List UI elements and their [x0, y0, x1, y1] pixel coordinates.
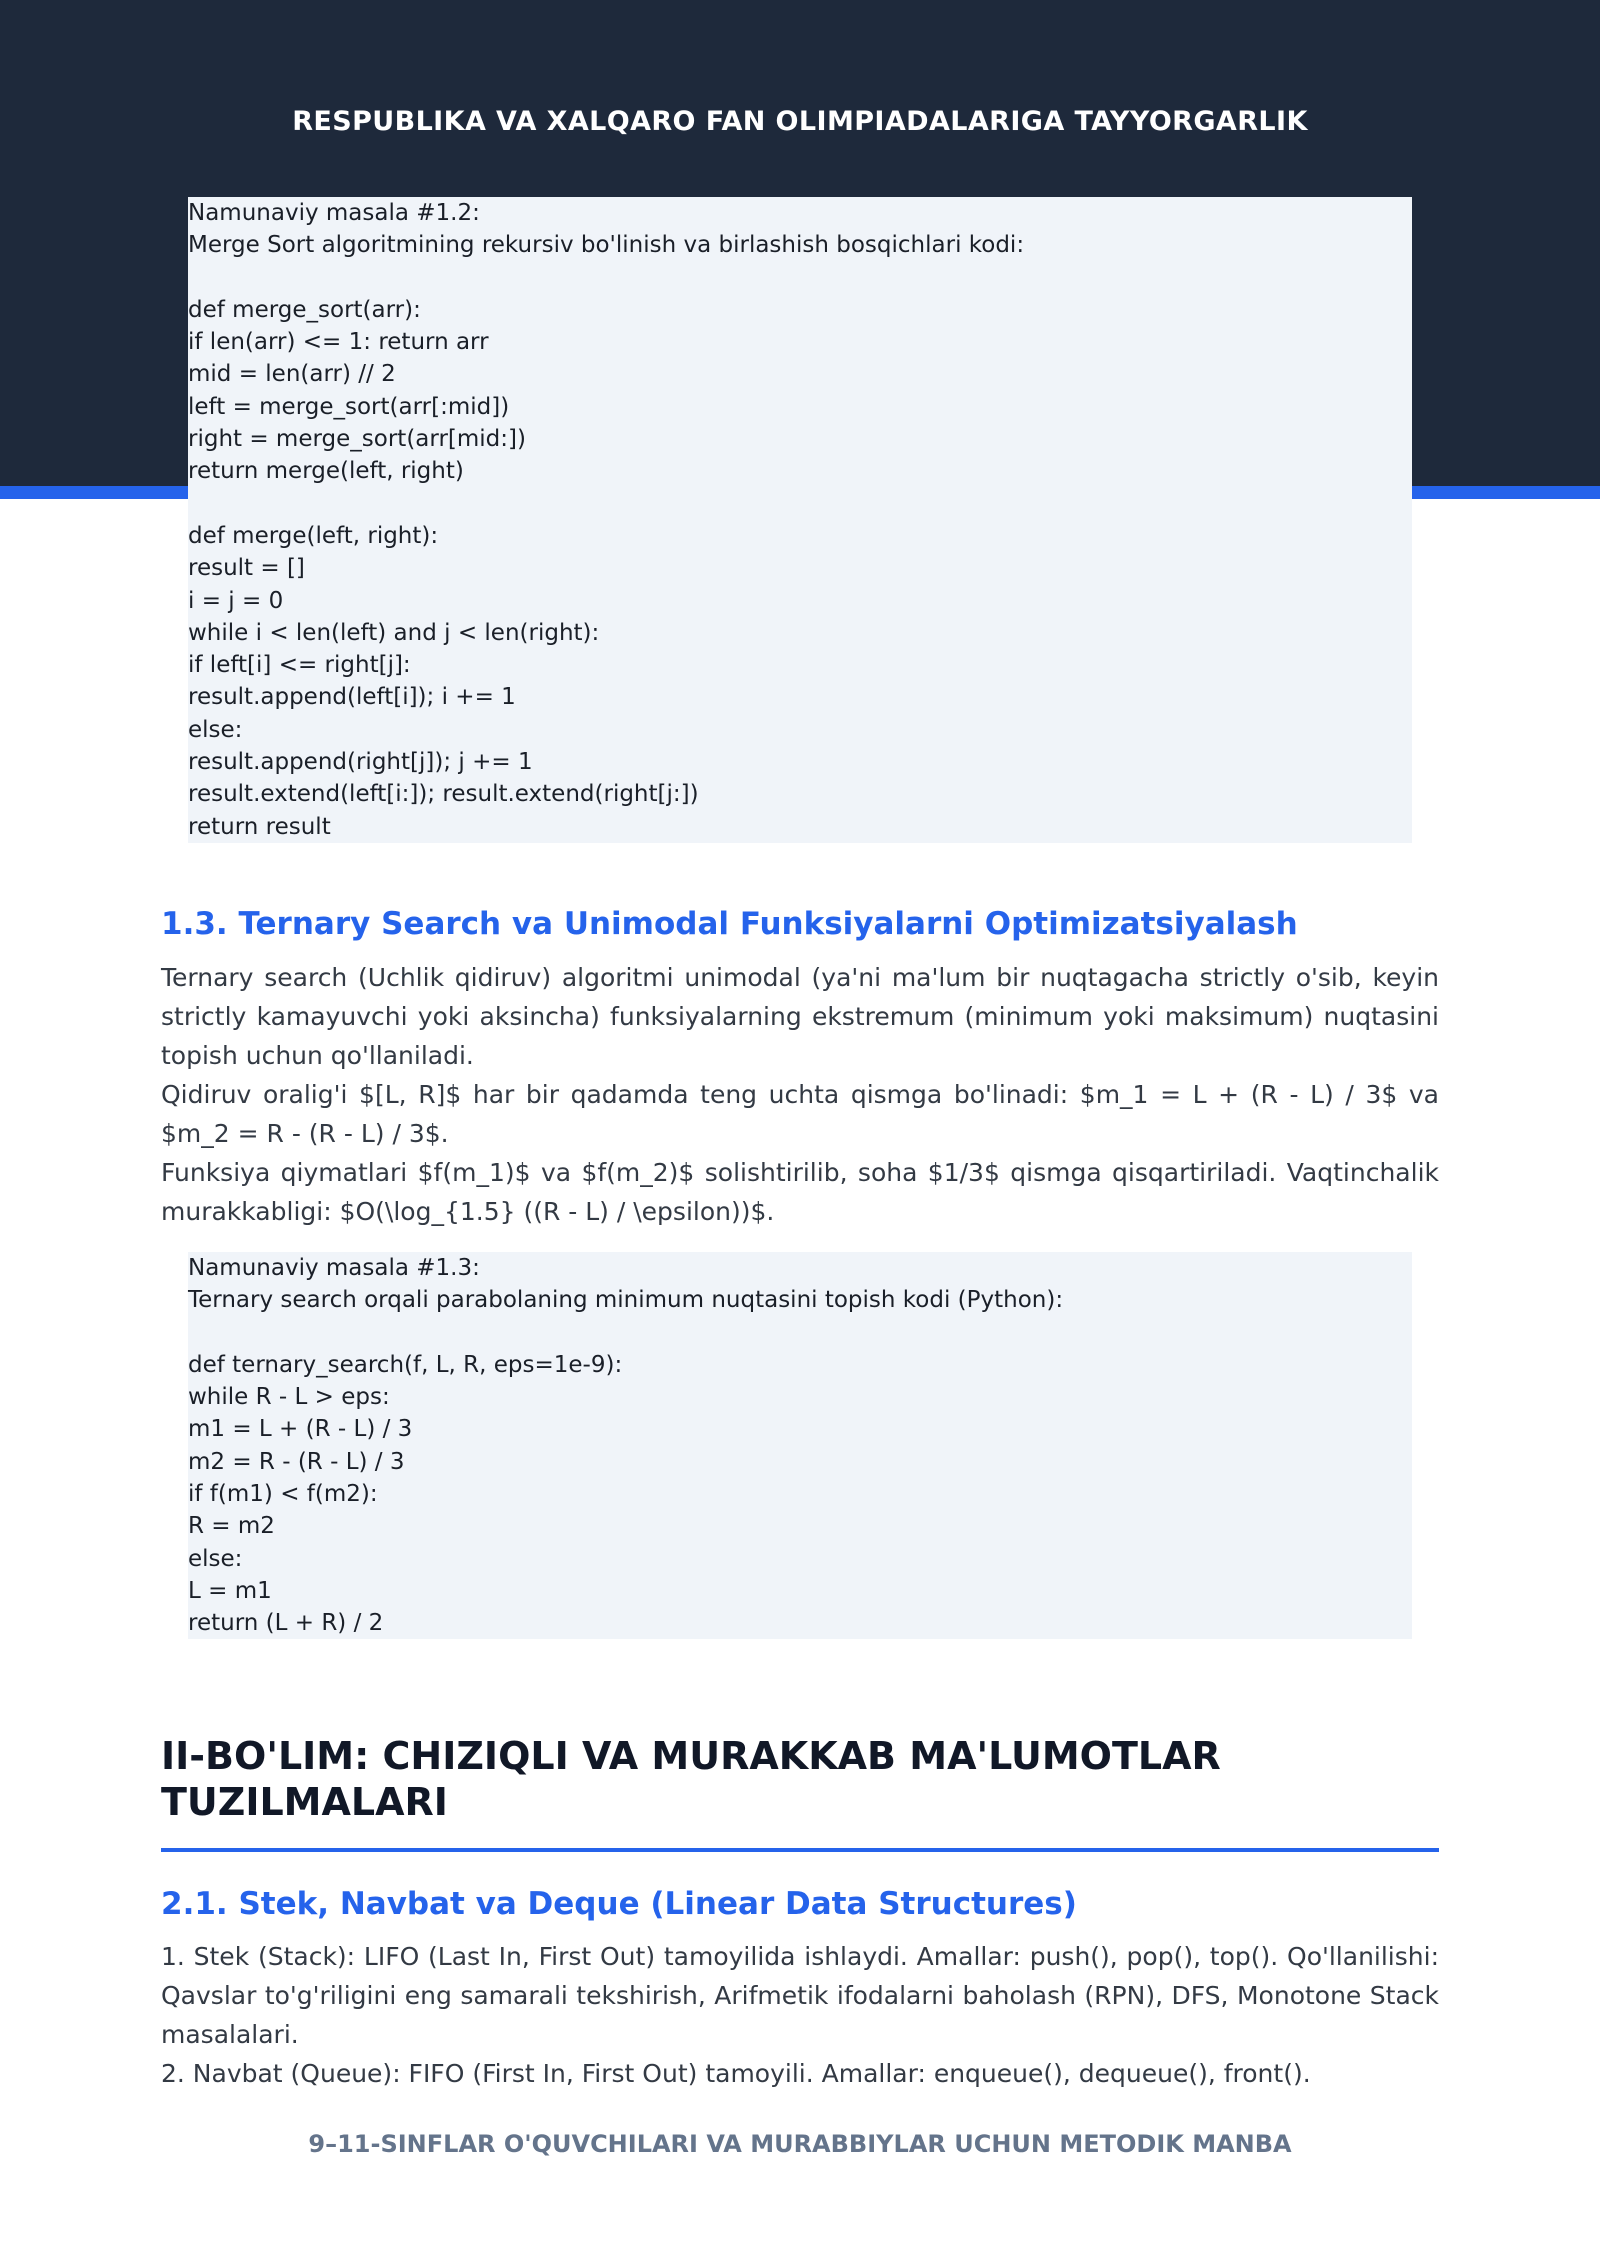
paragraph: 2. Navbat (Queue): FIFO (First In, First Out) tamoyili. Amallar: enqueue(), dequeue(), front(). — [161, 2059, 1311, 2087]
code-line: mid = len(arr) // 2 — [188, 361, 396, 388]
code-line: def merge(left, right): — [188, 522, 439, 549]
section-body-1-3 — [161, 958, 1439, 1231]
code-block-merge-sort — [188, 197, 1412, 843]
page-header-title: RESPUBLIKA VA XALQARO FAN OLIMPIADALARIGA TAYYORGARLIK — [292, 106, 1308, 137]
code-line: R = m2 — [188, 1513, 275, 1540]
code-line: while R - L > eps: — [188, 1384, 390, 1411]
code-line: result = [] — [188, 555, 305, 582]
code-block-ternary-search — [188, 1252, 1412, 1639]
code-line: def ternary_search(f, L, R, eps=1e-9): — [188, 1351, 623, 1378]
code-line: if len(arr) <= 1: return arr — [188, 329, 489, 356]
code-line: else: — [188, 716, 243, 743]
section-body-2-1 — [161, 1937, 1439, 2087]
page-footer: 9–11-SINFLAR O'QUVCHILARI VA MURABBIYLAR UCHUN METODIK MANBA — [308, 2130, 1292, 2158]
code-line: while i < len(left) and j < len(right): — [188, 619, 600, 646]
paragraph: 1. Stek (Stack): LIFO (Last In, First Out) tamoyilida ishlaydi. Amallar: push(), pop(), top(). Qo'llanilishi: Qavslar to'g'riligini eng samarali tekshirish, Arifmetik ifodalarni baholash (RPN), DFS, Monotone Stack masalalari. — [161, 1942, 1439, 2049]
paragraph: Ternary search (Uchlik qidiruv) algoritmi unimodal (ya'ni ma'lum bir nuqtagacha strictly o'sib, keyin strictly kamayuvchi yoki aksincha) funksiyalarning ekstremum (minimum yoki maksimum) nuqtasini topish uchun qo'llaniladi. — [161, 963, 1439, 1070]
code-line: result.append(right[j]); j += 1 — [188, 749, 533, 776]
part-heading: II-BO'LIM: CHIZIQLI VA MURAKKAB MA'LUMOTLAR TUZILMALARI — [161, 1734, 1221, 1824]
section-heading-2-1: 2.1. Stek, Navbat va Deque (Linear Data Structures) — [161, 1886, 1077, 1922]
code-line — [188, 488, 1412, 520]
code-line: Namunaviy masala #1.2: — [188, 200, 480, 226]
code-line: else: — [188, 1545, 243, 1572]
code-line — [188, 1317, 1412, 1349]
code-line: result.extend(left[i:]); result.extend(right[j:]) — [188, 781, 699, 808]
code-line: m1 = L + (R - L) / 3 — [188, 1416, 413, 1443]
code-line: Merge Sort algoritmining rekursiv bo'linish va birlashish bosqichlari kodi: — [188, 232, 1025, 259]
code-line: Namunaviy masala #1.3: — [188, 1255, 480, 1281]
section-heading-1-3: 1.3. Ternary Search va Unimodal Funksiyalarni Optimizatsiyalash — [161, 906, 1298, 942]
code-line: right = merge_sort(arr[mid:]) — [188, 426, 526, 453]
paragraph: Funksiya qiymatlari $f(m_1)$ va $f(m_2)$ solishtirilib, soha $1/3$ qismga qisqartiriladi. Vaqtinchalik murakkabligi: $O(\log_{1.5} ((R - L) / \epsilon))$. — [161, 1158, 1439, 1226]
code-line: L = m1 — [188, 1577, 272, 1604]
code-line — [188, 262, 1412, 294]
code-line: if left[i] <= right[j]: — [188, 652, 411, 679]
code-line: m2 = R - (R - L) / 3 — [188, 1448, 405, 1475]
code-line: def merge_sort(arr): — [188, 296, 421, 323]
code-line: Ternary search orqali parabolaning minimum nuqtasini topish kodi (Python): — [188, 1287, 1064, 1314]
code-line: return merge(left, right) — [188, 458, 464, 485]
part-heading-rule — [161, 1848, 1439, 1852]
code-line: return (L + R) / 2 — [188, 1610, 384, 1637]
code-line: return result — [188, 813, 331, 840]
paragraph: Qidiruv oralig'i $[L, R]$ har bir qadamda teng uchta qismga bo'linadi: $m_1 = L + (R - L) / 3$ va $m_2 = R - (R - L) / 3$. — [161, 1080, 1439, 1148]
code-line: result.append(left[i]); i += 1 — [188, 684, 516, 711]
code-line: if f(m1) < f(m2): — [188, 1481, 378, 1508]
code-line: left = merge_sort(arr[:mid]) — [188, 393, 510, 420]
code-line: i = j = 0 — [188, 587, 284, 614]
